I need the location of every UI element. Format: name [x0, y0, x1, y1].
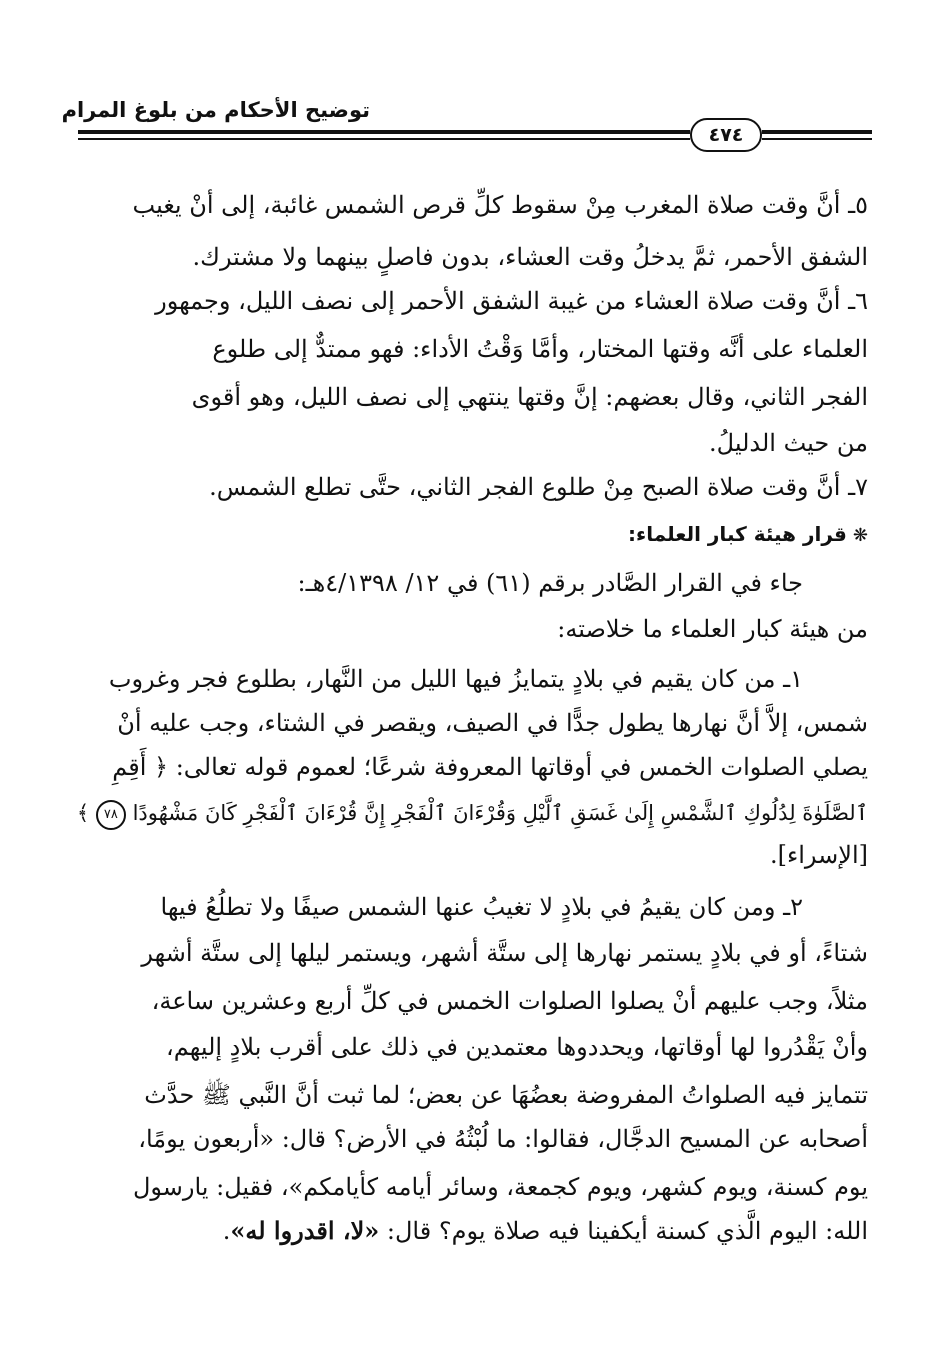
decision2-line8-end: .	[222, 1217, 231, 1245]
header-rule-right	[762, 130, 872, 134]
header-rule-right-thin	[762, 138, 872, 140]
decision2-line8-text: الله: اليوم الَّذي كسنة أيكفينا فيه صلاة يوم؟ قال:	[379, 1217, 868, 1245]
running-title: توضيح الأحكام من بلوغ المرام	[61, 98, 370, 122]
header-rule	[78, 130, 690, 134]
page-number: ٤٧٤	[708, 124, 744, 146]
item6-line3: الفجر الثاني، وقال بعضهم: إنَّ وقتها ينتهي إلى نصف الليل، وهو أقوى	[191, 383, 868, 411]
page-number-badge	[690, 118, 762, 152]
decision2-line6: أصحابه عن المسيح الدجَّال، فقالوا: ما لُبْثُهُ في الأرض؟ قال: «أربعون يومًا،	[138, 1125, 868, 1153]
quran-verse: ٱلصَّلَوٰةَ لِدُلُوكِ ٱلشَّمْسِ إِلَىٰ غَسَقِ ٱلَّيْلِ وَقُرْءَانَ ٱلْفَجْرِ إِنَّ قُرْءَانَ ٱلْفَجْرِ كَانَ مَشْهُودًا	[132, 801, 868, 825]
decision2-line1: ٢ـ ومن كان يقيمُ في بلادٍ لا تغيبُ عنها الشمس صيفًا ولا تطلُعُ فيها	[160, 893, 803, 921]
decision1-line3: يصلي الصلوات الخمس في أوقاتها المعروفة شرعًا؛ لعموم قوله تعالى: ﴿ أَقِمِ	[112, 753, 868, 781]
item6-line4: من حيث الدليلُ.	[709, 429, 868, 457]
decision2-line4: وأنْ يَقْدُروا لها أوقاتها، ويحددوها معتمدين في ذلك على أقرب بلادٍ إليهم،	[166, 1033, 868, 1061]
verse-number: ٧٨	[103, 806, 118, 822]
decision1-verse-line	[78, 790, 868, 836]
decision2-line2: شتاءً، أو في بلادٍ يستمر نهارها إلى ستَّة أشهر، ويستمر ليلها إلى ستَّة أشهر	[141, 939, 868, 967]
decision2-line7: يوم كسنة، ويوم كشهر، ويوم كجمعة، وسائر أيامه كأيامكم»، فقيل: يارسول	[132, 1173, 868, 1201]
decision1-line5: [الإسراء].	[769, 841, 868, 869]
item6-line1: ٦ـ أنَّ وقت صلاة العشاء من غيبة الشفق الأحمر إلى نصف الليل، وجمهور	[155, 287, 868, 315]
star-icon: ❋	[852, 525, 868, 546]
item5-line2: الشفق الأحمر، ثمَّ يدخلُ وقت العشاء، بدون فاصلٍ بينهما ولا مشترك.	[192, 243, 868, 271]
item5-line1: ٥ـ أنَّ وقت صلاة المغرب مِنْ سقوط كلِّ قرص الشمس غائبة، إلى أنْ يغيب	[132, 191, 868, 219]
verse-close-bracket: ﴾	[76, 801, 90, 825]
decision1-line1: ١ـ من كان يقيم في بلادٍ يتمايزُ فيها الليل من النَّهار، بطلوع فجر وغروب	[108, 665, 803, 693]
intro-line1: جاء في القرار الصَّادر برقم (٦١) في ١٢/ ٤/١٣٩٨هـ:	[297, 569, 803, 597]
hadith-quote: «لا، اقدروا له»	[230, 1216, 380, 1245]
intro-line2: من هيئة كبار العلماء ما خلاصته:	[557, 615, 868, 643]
verse-number-badge	[96, 800, 126, 830]
decision2-line8	[78, 1208, 868, 1254]
decision1-line2: شمس، إلاَّ أنَّ نهارها يطول جدًّا في الصيف، ويقصر في الشتاء، وجب عليه أنْ	[117, 709, 868, 737]
decision2-line5: تتمايز فيه الصلواتُ المفروضة بعضُهَا عن بعض؛ لما ثبت أنَّ النَّبي ﷺ حدَّث	[144, 1081, 868, 1109]
header-rule-thin	[78, 138, 690, 140]
decision2-line3: مثلاً، وجب عليهم أنْ يصلوا الصلوات الخمس في كلِّ أربع وعشرين ساعة،	[151, 987, 868, 1015]
section-heading-text: قرار هيئة كبار العلماء:	[628, 522, 847, 546]
item7-line1: ٧ـ أنَّ وقت صلاة الصبح مِنْ طلوع الفجر الثاني، حتَّى تطلع الشمس.	[209, 473, 868, 501]
section-heading	[78, 522, 868, 546]
item6-line2: العلماء على أنَّه وقتها المختار، وأمَّا وَقْتُ الأداء: فهو ممتدٌّ إلى طلوع	[212, 335, 868, 363]
